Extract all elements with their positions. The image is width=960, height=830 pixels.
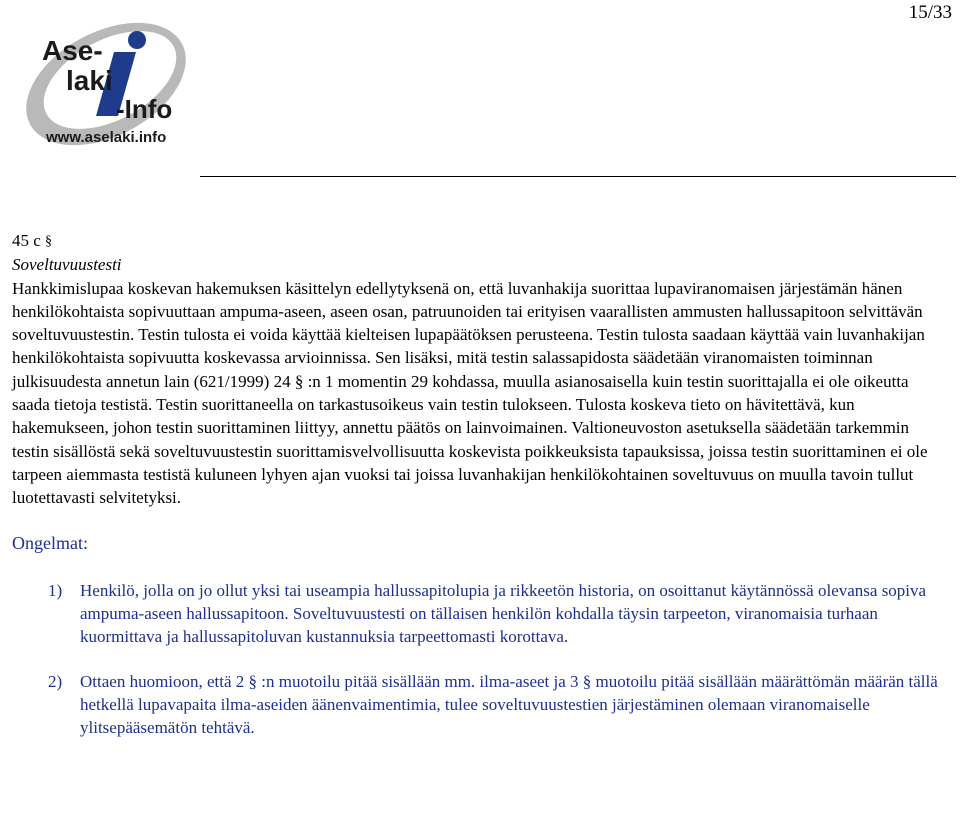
document-content xyxy=(12,229,947,740)
problem-number: 1) xyxy=(48,580,63,600)
problems-list xyxy=(12,579,947,740)
logo-url: www.aselaki.info xyxy=(46,129,167,146)
page-number: 15/33 xyxy=(908,2,952,23)
section-body: Hankkimislupaa koskevan hakemuksen käsittelyn edellytyksenä on, että luvanhakija suorittaa lupaviranomaisen järjestämän hänen henkilökohtaista sopivuuttaan ampuma-aseen, aseen osan, patruunoiden tai erityisen vaarallisten ammusten hallussapitoon selvittävän soveltuvuustestin. Testin tulosta ei voida käyttää kielteisen lupapäätöksen perusteena. Testin tulosta saadaan käyttää vain luvanhakijan henkilökohtaista sopivuutta koskevassa arvioinnissa. Sen lisäksi, mitä testin salassapidosta säädetään viranomaisten toiminnan julkisuudesta annetun lain (621/1999) 24 § :n 1 momentin 29 kohdassa, muulla asianosaisella kuin testin suorittajalla ei ole oikeutta saada tietoja testistä. Testin suorittaneella on tarkastusoikeus vain testin tulokseen. Tulosta koskeva tieto on hävitettävä, kun hakemukseen, johon testin suorittaminen liittyy, annettu päätös on lainvoimainen. Valtioneuvoston asetuksella säädetään tarkemmin testin sisällöstä sekä soveltuvuustestin suorittamisvelvollisuutta koskevista poikkeuksista tapauksissa, joissa testin suorittaminen ei ole tarpeen aiemmasta testistä kuluneen lyhyen ajan vuoksi tai joissa luvanhakijan henkilökohtainen soveltuvuus on muulla tavoin tullut luotettavasti selvitetyksi. xyxy=(12,278,928,508)
section-title: Soveltuvuustesti xyxy=(12,255,122,275)
header-rule xyxy=(200,176,956,177)
aselaki-info-logo xyxy=(14,18,204,148)
problem-text: Henkilö, jolla on jo ollut yksi tai useampia hallussapitolupia ja rikkeetön historia, on osoittanut käytännössä olevansa sopiva ampuma-aseen hallussapitoon. Soveltuvuustesti on tällaisen henkilön kohdalla täysin tarpeeton, viranomaisia turhaan kuormittava ja hallussapitoluvan kustannuksia tarpeettomasti korottava. xyxy=(80,580,927,647)
problem-text: Ottaen huomioon, että 2 § :n muotoilu pitää sisällään mm. ilma-aseet ja 3 § muotoilu pitää sisällään määrättömän määrän tällä hetkellä lupavapaita ilma-aseiden äänenvaimentimia, tulee soveltuvuustestien järjestäminen olemaan viranomaiselle ylitsepääsemätön tehtävä. xyxy=(80,671,938,738)
logo-text-info: -Info xyxy=(116,94,173,124)
section-heading xyxy=(12,229,947,253)
logo-text-laki: laki xyxy=(66,65,113,96)
section-mark: § xyxy=(45,234,53,249)
problem-number: 2) xyxy=(48,671,63,691)
problem-item xyxy=(12,579,947,649)
logo-text-ase: Ase- xyxy=(42,35,103,66)
problem-item xyxy=(12,670,947,740)
section-number: 45 c xyxy=(12,231,41,250)
problems-heading: Ongelmat: xyxy=(12,532,88,553)
